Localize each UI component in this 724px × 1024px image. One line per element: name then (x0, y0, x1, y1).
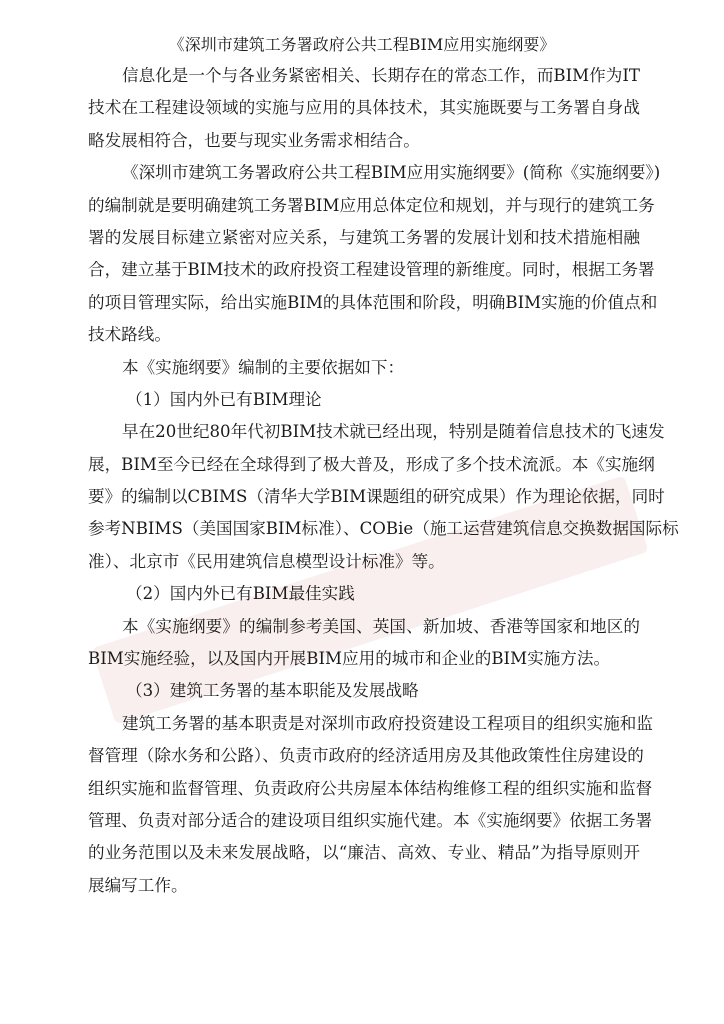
paragraph-line: 技术在工程建设领域的实施与应用的具体技术，其实施既要与工务署自身战 (88, 98, 640, 118)
paragraph-line: 要》的编制以CBIMS（清华大学BIM课题组的研究成果）作为理论依据，同时 (88, 487, 665, 507)
paragraph-line: 技术路线。 (88, 325, 171, 345)
paragraph-line: 建筑工务署的基本职责是对深圳市政府投资建设工程项目的组织实施和监 (122, 713, 653, 733)
paragraph-line: 组织实施和监督管理、负责政府公共房屋本体结构维修工程的组织实施和监督 (88, 778, 653, 798)
paragraph-line: 的业务范围以及未来发展战略，以“廉洁、高效、专业、精品”为指导原则开 (88, 843, 640, 863)
paragraph-line: 的项目管理实际，给出实施BIM的具体范围和阶段，明确BIM实施的价值点和 (88, 292, 658, 312)
paragraph-line: 本《实施纲要》的编制参考美国、英国、新加坡、香港等国家和地区的 (122, 616, 640, 636)
paragraph-line: 展编写工作。 (88, 875, 188, 895)
paragraph-line: 管理、负责对部分适合的建设项目组织实施代建。本《实施纲要》依据工务署 (88, 810, 653, 830)
paragraph-line: 《深圳市建筑工务署政府公共工程BIM应用实施纲要》(简称《实施纲要》) (122, 163, 661, 183)
document-body (88, 60, 679, 902)
paragraph-line: 的编制就是要明确建筑工务署BIM应用总体定位和规划，并与现行的建筑工务 (88, 195, 655, 215)
paragraph-line: 展，BIM至今已经在全球得到了极大普及，形成了多个技术流派。本《实施纲 (88, 454, 655, 474)
paragraph-line: 信息化是一个与各业务紧密相关、长期存在的常态工作，而BIM作为IT (122, 66, 640, 85)
paragraph-line: 署的发展目标建立紧密对应关系，与建筑工务署的发展计划和技术措施相融 (88, 227, 640, 247)
paragraph-line: 早在20世纪80年代初BIM技术就已经出现，特别是随着信息技术的飞速发 (122, 422, 665, 442)
document-title: 《深圳市建筑工务署政府公共工程BIM应用实施纲要》 (168, 35, 556, 54)
section-heading: （1）国内外已有BIM理论 (126, 389, 322, 409)
paragraph-line: 本《实施纲要》编制的主要依据如下： (122, 357, 405, 377)
paragraph-line: 督管理（除水务和公路）、负责市政府的经济适用房及其他政策性住房建设的 (88, 746, 644, 766)
paragraph-line: 合，建立基于BIM技术的政府投资工程建设管理的新维度。同时，根据工务署 (88, 260, 655, 280)
section-heading: （2）国内外已有BIM最佳实践 (126, 584, 355, 604)
paragraph-line: 参考NBIMS（美国国家BIM标准）、COBie（施工运营建筑信息交换数据国际标 (88, 519, 679, 539)
section-heading: （3）建筑工务署的基本职能及发展战略 (126, 681, 419, 701)
paragraph-line: 准）、北京市《民用建筑信息模型设计标准》等。 (88, 551, 445, 571)
paragraph-line: 略发展相符合，也要与现实业务需求相结合。 (88, 130, 420, 150)
paragraph-line: BIM实施经验，以及国内开展BIM应用的城市和企业的BIM实施方法。 (88, 649, 611, 669)
